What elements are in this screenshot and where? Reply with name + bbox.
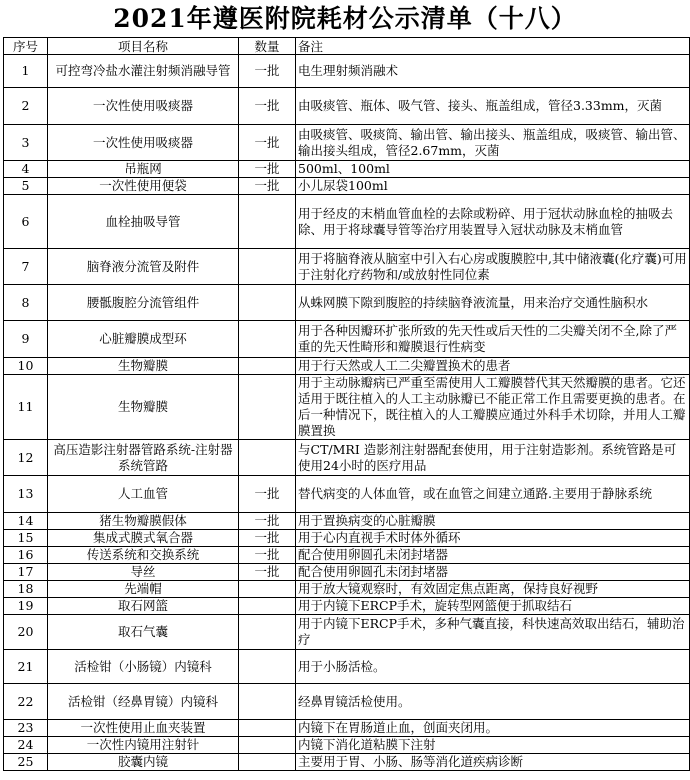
row-item-name: 人工血管	[48, 476, 239, 513]
row-remarks: 由吸痰管、瓶体、吸气管、接头、瓶盖组成，管径3.33mm，灭菌	[296, 88, 690, 125]
row-item-name: 一次性内镜用注射针	[48, 737, 239, 754]
row-remarks: 小儿尿袋100ml	[296, 178, 690, 195]
row-quantity: 一批	[239, 55, 296, 88]
row-remarks: 用于小肠活检。	[296, 650, 690, 684]
row-index: 19	[4, 598, 48, 615]
row-index: 4	[4, 161, 48, 178]
table-row	[4, 195, 690, 249]
row-quantity	[239, 375, 296, 440]
row-index: 18	[4, 581, 48, 598]
table-row	[4, 684, 690, 720]
row-index: 12	[4, 440, 48, 476]
row-index: 16	[4, 547, 48, 564]
row-index: 9	[4, 321, 48, 358]
table-row	[4, 615, 690, 650]
row-remarks: 用于经皮的末梢血管血栓的去除或粉碎、用于冠状动脉血栓的抽吸去除、用于将球囊导管等治疗用装置导入冠状动脉及末梢血管	[296, 195, 690, 249]
table-row	[4, 249, 690, 285]
row-item-name: 吊瓶网	[48, 161, 239, 178]
row-item-name: 先端帽	[48, 581, 239, 598]
table-row	[4, 547, 690, 564]
row-quantity: 一批	[239, 547, 296, 564]
row-item-name: 血栓抽吸导管	[48, 195, 239, 249]
table-row	[4, 530, 690, 547]
row-remarks: 用于行天然或人工二尖瓣置换术的患者	[296, 358, 690, 375]
row-item-name: 集成式膜式氧合器	[48, 530, 239, 547]
table-row	[4, 440, 690, 476]
row-item-name: 高压造影注射器管路系统-注射器系统管路	[48, 440, 239, 476]
row-index: 20	[4, 615, 48, 650]
row-index: 2	[4, 88, 48, 125]
row-item-name: 生物瓣膜	[48, 375, 239, 440]
table-row	[4, 88, 690, 125]
row-remarks: 电生理射频消融术	[296, 55, 690, 88]
table-row	[4, 178, 690, 195]
row-remarks: 500ml、100ml	[296, 161, 690, 178]
row-index: 15	[4, 530, 48, 547]
row-quantity	[239, 358, 296, 375]
row-remarks: 经鼻胃镜活检使用。	[296, 684, 690, 720]
row-index: 5	[4, 178, 48, 195]
row-item-name: 心脏瓣膜成型环	[48, 321, 239, 358]
row-item-name: 腰骶腹腔分流管组件	[48, 285, 239, 321]
row-index: 6	[4, 195, 48, 249]
row-index: 8	[4, 285, 48, 321]
row-remarks: 用于主动脉瓣病已严重至需使用人工瓣膜替代其天然瓣膜的患者。它还适用于既往植入的人工主动脉瓣已不能正常工作且需要更换的患者。在后一种情况下，既往植入的人工瓣膜应通过外科手术切除，并用人工瓣膜置换	[296, 375, 690, 440]
row-item-name: 一次性使用吸痰器	[48, 125, 239, 161]
table-row	[4, 564, 690, 581]
row-quantity: 一批	[239, 125, 296, 161]
row-quantity	[239, 754, 296, 771]
header-item-name: 项目名称	[48, 38, 239, 55]
header-quantity: 数量	[239, 38, 296, 55]
row-index: 11	[4, 375, 48, 440]
row-quantity	[239, 195, 296, 249]
row-index: 14	[4, 513, 48, 530]
header-remarks: 备注	[296, 38, 690, 55]
row-quantity	[239, 581, 296, 598]
row-remarks: 用于放大镜观察时，有效固定焦点距离，保持良好视野	[296, 581, 690, 598]
row-item-name: 取石网篮	[48, 598, 239, 615]
row-item-name: 胶囊内镜	[48, 754, 239, 771]
row-remarks: 配合使用卵圆孔未闭封堵器	[296, 564, 690, 581]
row-quantity: 一批	[239, 530, 296, 547]
table-row	[4, 650, 690, 684]
table-row	[4, 720, 690, 737]
row-remarks: 配合使用卵圆孔未闭封堵器	[296, 547, 690, 564]
row-quantity	[239, 440, 296, 476]
row-index: 13	[4, 476, 48, 513]
consumables-table	[3, 37, 690, 771]
row-quantity: 一批	[239, 564, 296, 581]
table-row	[4, 581, 690, 598]
row-quantity	[239, 249, 296, 285]
row-remarks: 由吸痰管、吸痰筒、输出管、输出接头、瓶盖组成，吸痰管、输出管、输出接头组成，管径2.67mm，灭菌	[296, 125, 690, 161]
table-row	[4, 55, 690, 88]
page-title: 2021年遵医附院耗材公示清单（十八）	[113, 4, 577, 33]
row-quantity	[239, 321, 296, 358]
row-quantity: 一批	[239, 178, 296, 195]
row-quantity	[239, 285, 296, 321]
row-item-name: 一次性使用吸痰器	[48, 88, 239, 125]
row-remarks: 用于内镜下ERCP手术，多种气囊直接，科快速高效取出结石，辅助治疗	[296, 615, 690, 650]
row-quantity	[239, 737, 296, 754]
row-index: 17	[4, 564, 48, 581]
row-quantity	[239, 720, 296, 737]
table-row	[4, 321, 690, 358]
row-remarks: 用于置换病变的心脏瓣膜	[296, 513, 690, 530]
row-item-name: 生物瓣膜	[48, 358, 239, 375]
table-row	[4, 285, 690, 321]
row-remarks: 用于将脑脊液从脑室中引入右心房或腹膜腔中,其中储液囊(化疗囊)可用于注射化疗药物和/或放射性同位素	[296, 249, 690, 285]
table-row	[4, 737, 690, 754]
row-index: 22	[4, 684, 48, 720]
row-remarks: 替代病变的人体血管，或在血管之间建立通路.主要用于静脉系统	[296, 476, 690, 513]
table-row	[4, 161, 690, 178]
row-remarks: 从蛛网膜下隙到腹腔的持续脑脊液流量，用来治疗交通性脑积水	[296, 285, 690, 321]
row-item-name: 取石气囊	[48, 615, 239, 650]
row-quantity: 一批	[239, 88, 296, 125]
row-quantity: 一批	[239, 476, 296, 513]
row-item-name: 导丝	[48, 564, 239, 581]
table-row	[4, 476, 690, 513]
row-index: 10	[4, 358, 48, 375]
row-remarks: 与CT/MRI 造影剂注射器配套使用，用于注射造影剂。系统管路是可使用24小时的医疗用品	[296, 440, 690, 476]
row-quantity: 一批	[239, 513, 296, 530]
row-remarks: 主要用于胃、小肠、肠等消化道疾病诊断	[296, 754, 690, 771]
row-quantity	[239, 684, 296, 720]
row-quantity	[239, 615, 296, 650]
row-quantity	[239, 598, 296, 615]
row-item-name: 一次性使用便袋	[48, 178, 239, 195]
row-index: 25	[4, 754, 48, 771]
row-index: 1	[4, 55, 48, 88]
row-item-name: 脑脊液分流管及附件	[48, 249, 239, 285]
row-index: 7	[4, 249, 48, 285]
row-remarks: 内镜下在胃肠道止血，创面夹闭用。	[296, 720, 690, 737]
table-row	[4, 754, 690, 771]
row-quantity: 一批	[239, 161, 296, 178]
table-row	[4, 513, 690, 530]
row-index: 23	[4, 720, 48, 737]
row-item-name: 猪生物瓣膜假体	[48, 513, 239, 530]
header-index: 序号	[4, 38, 48, 55]
row-index: 3	[4, 125, 48, 161]
table-row	[4, 125, 690, 161]
table-row	[4, 358, 690, 375]
row-quantity	[239, 650, 296, 684]
row-item-name: 活检钳（经鼻胃镜）内镜科	[48, 684, 239, 720]
row-item-name: 活检钳（小肠镜）内镜科	[48, 650, 239, 684]
row-remarks: 内镜下消化道粘膜下注射	[296, 737, 690, 754]
row-index: 21	[4, 650, 48, 684]
table-row	[4, 598, 690, 615]
row-index: 24	[4, 737, 48, 754]
row-remarks: 用于各种因瓣环扩张所致的先天性或后天性的二尖瓣关闭不全,除了严重的先天性畸形和瓣膜退行性病变	[296, 321, 690, 358]
table-header-row	[4, 38, 690, 55]
row-item-name: 一次性使用止血夹装置	[48, 720, 239, 737]
table-row	[4, 375, 690, 440]
row-remarks: 用于内镜下ERCP手术，旋转型网篮便于抓取结石	[296, 598, 690, 615]
row-item-name: 传送系统和交换系统	[48, 547, 239, 564]
row-remarks: 用于心内直视手术时体外循环	[296, 530, 690, 547]
row-item-name: 可控弯冷盐水灌注射频消融导管	[48, 55, 239, 88]
